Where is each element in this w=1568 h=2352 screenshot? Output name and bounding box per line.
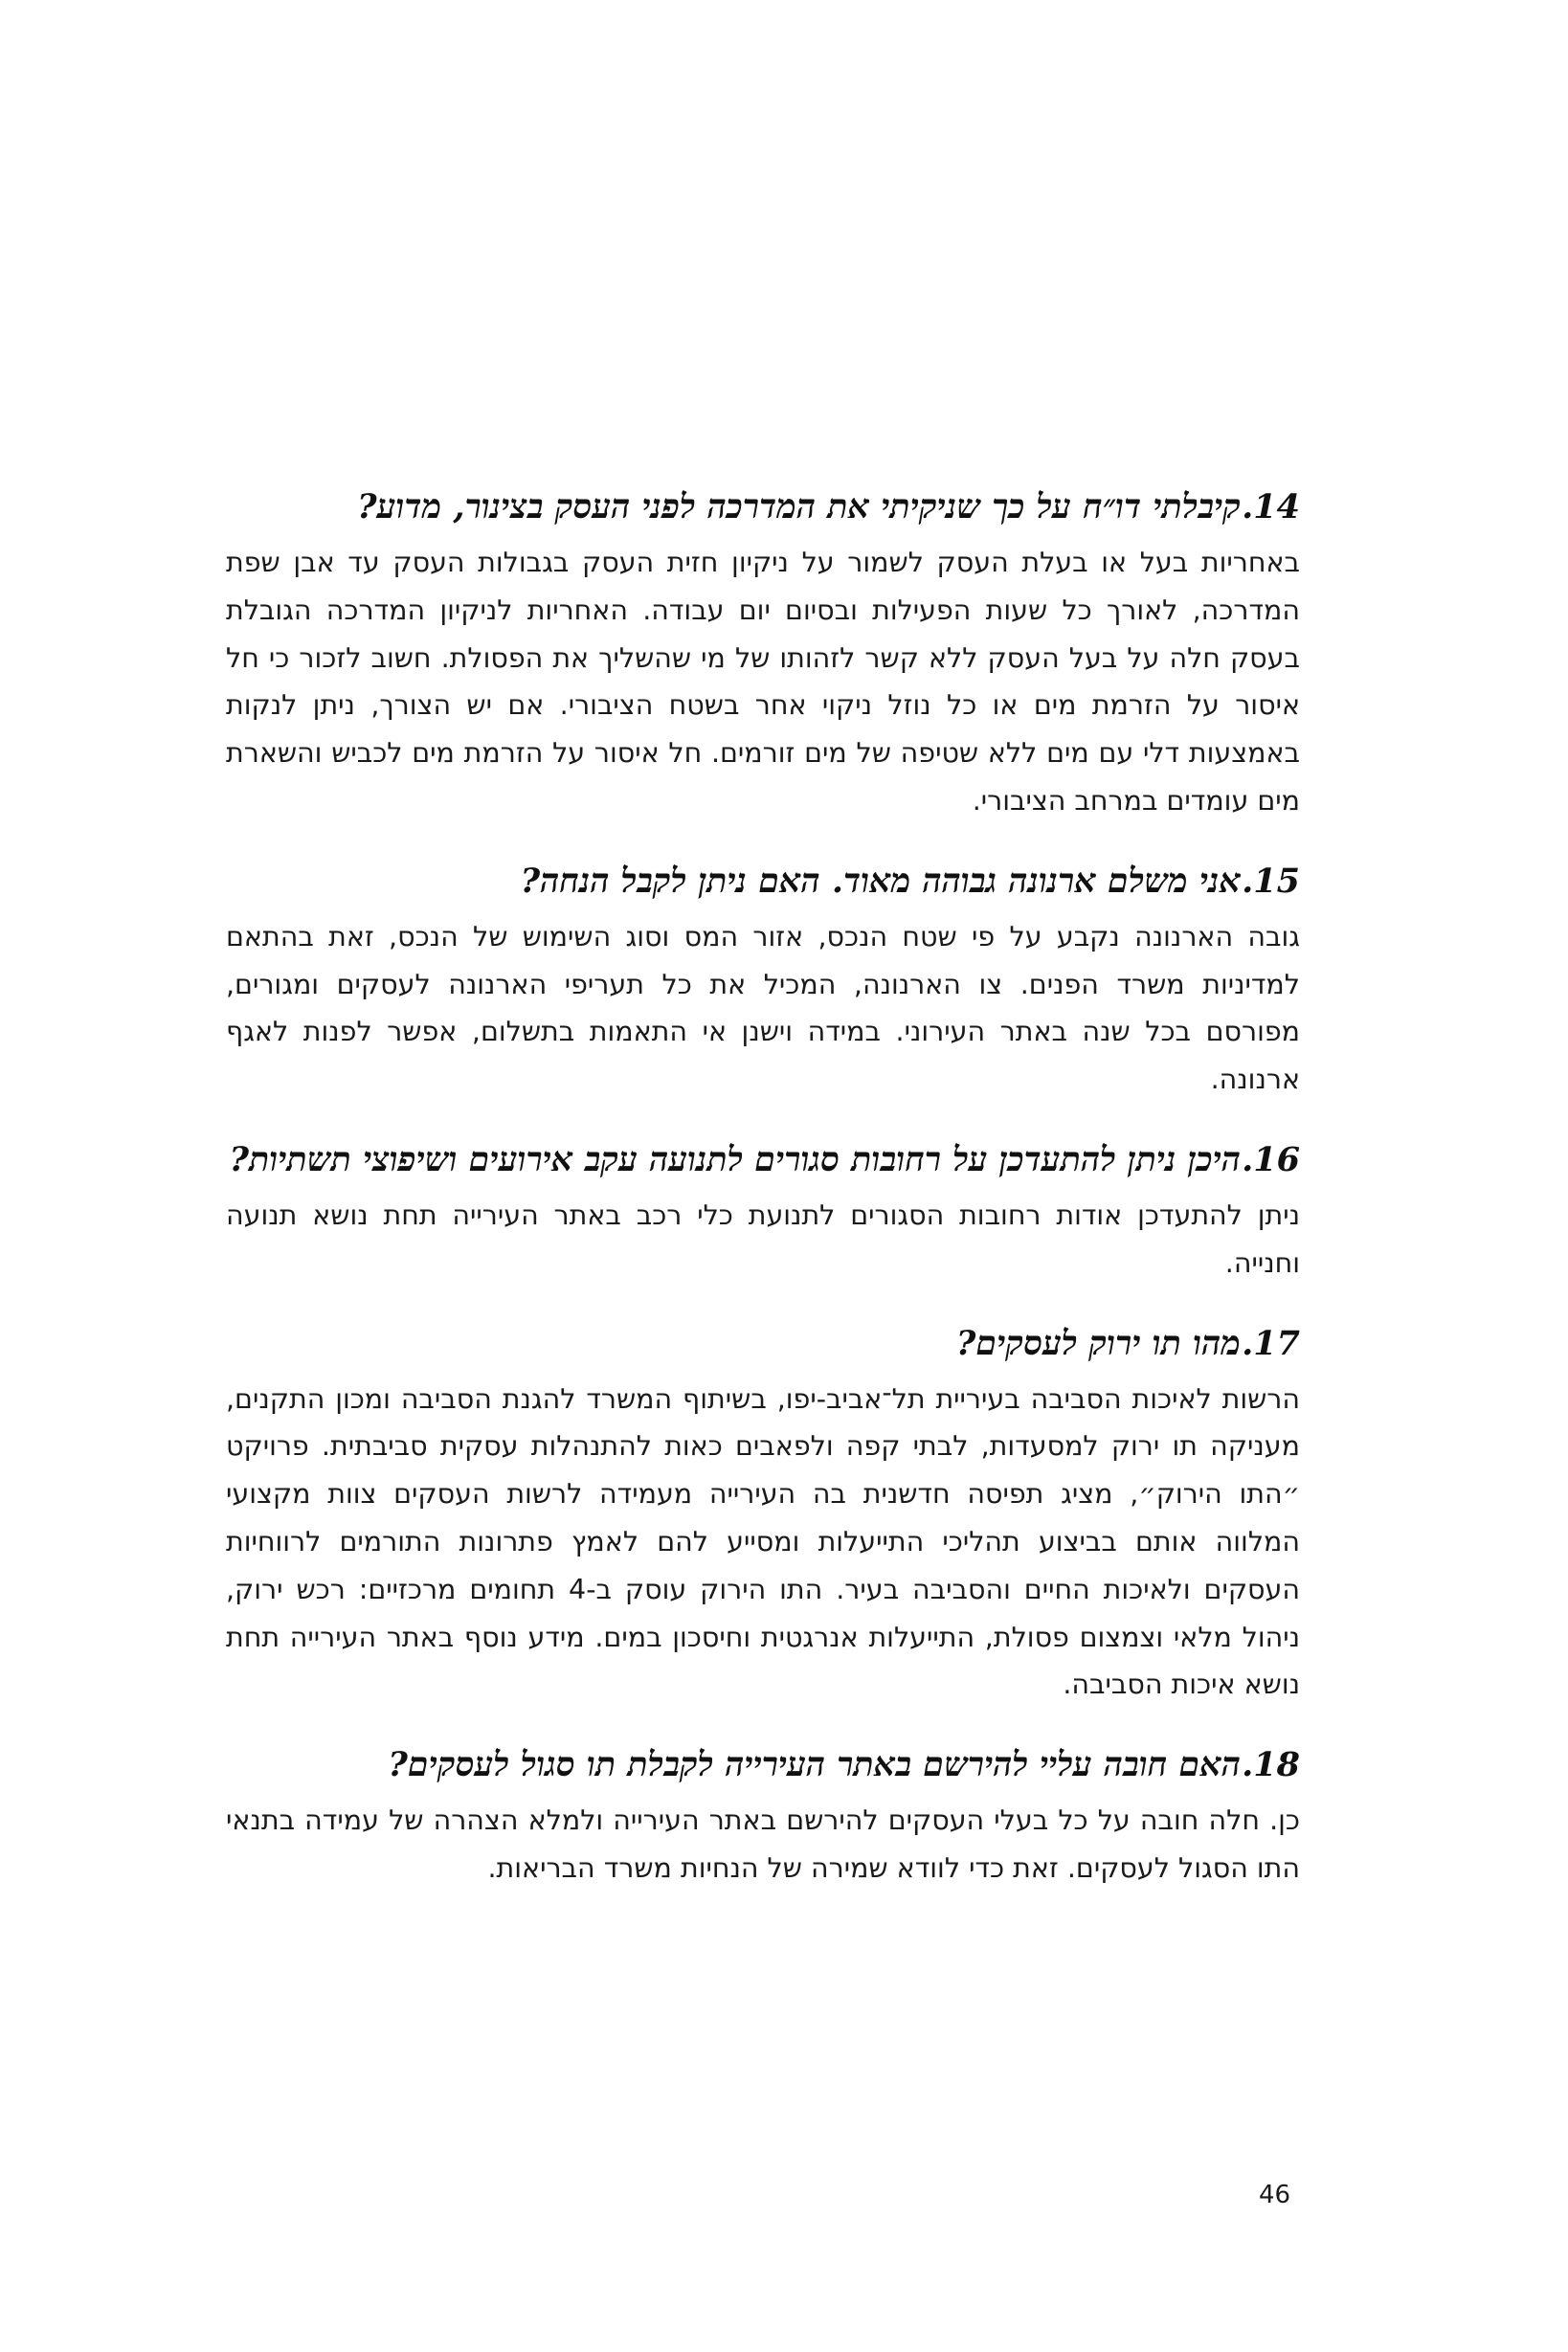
faq-answer: גובה הארנונה נקבע על פי שטח הנכס, אזור המס וסוג השימוש של הנכס, זאת בהתאם למדיניות משרד הפנים. צו הארנונה, המכיל את כל תעריפי הארנונה לעסקים ומגורים, מפורסם בכל שנה באתר העירוני. במידה וישנן אי התאמות בתשלום, אפשר לפנות לאגף ארנונה. [226,920,1300,1096]
faq-answer: הרשות לאיכות הסביבה בעיריית תל־אביב-יפו, בשיתוף המשרד להגנת הסביבה ומכון התקנים, מעניקה תו ירוק למסעדות, לבתי קפה ולפאבים כאות להתנהלות עסקית סביבתית. פרויקט ״התו הירוק״, מציג תפיסה חדשנית בה העירייה מעמידה לרשות העסקים צוות מקצועי המלווה אותם בביצוע תהליכי התייעלות ומסייע להם לאמץ פתרונות התורמים לרווחיות העסקים ולאיכות החיים והסביבה בעיר. התו הירוק עוסק ב-4 תחומים מרכזיים: רכש ירוק, ניהול מלאי וצמצום פסולת, התייעלות אנרגטית וחיסכון במים. מידע נוסף באתר העירייה תחת נושא איכות הסביבה. [226,1382,1300,1701]
faq-question [226,858,1300,906]
faq-question-text: אני משלם ארנונה גבוהה מאוד. האם ניתן לקבל הנחה? [520,861,1241,901]
faq-list [226,483,1300,1925]
faq-number: 17. [1242,1323,1300,1363]
faq-question-text: האם חובה עליי להירשם באתר העירייה לקבלת תו סגול לעסקים? [388,1745,1241,1785]
page-number: 46 [1259,2181,1291,2209]
faq-answer: באחריות בעל או בעלת העסק לשמור על ניקיון חזית העסק בגבולות העסק עד אבן שפת המדרכה, לאורך כל שעות הפעילות ובסיום יום עבודה. האחריות לניקיון המדרכה הגובלת בעסק חלה על בעל העסק ללא קשר לזהותו של מי שהשליך את הפסולת. חשוב לזכור כי חל איסור על הזרמת מים או כל נוזל ניקוי אחר בשטח הציבורי. אם יש הצורך, ניתן לנקות באמצעות דלי עם מים ללא שטיפה של מים זורמים. חל איסור על הזרמת מים לכביש והשארת מים עומדים במרחב הציבורי. [226,547,1300,817]
faq-number: 15. [1242,861,1300,901]
faq-question [226,1136,1300,1184]
faq-question [226,1320,1300,1368]
faq-question-text: קיבלתי דו״ח על כך שניקיתי את המדרכה לפני העסק בצינור, מדוע? [357,487,1241,526]
faq-item [226,858,1300,1104]
faq-question [226,483,1300,531]
faq-question-text: היכן ניתן להתעדכן על רחובות סגורים לתנועה עקב אירועים ושיפוצי תשתיות? [229,1139,1241,1179]
faq-item [226,1136,1300,1288]
faq-number: 16. [1242,1139,1300,1179]
faq-question [226,1741,1300,1789]
faq-number: 18. [1242,1745,1300,1785]
faq-answer: כן. חלה חובה על כל בעלי העסקים להירשם באתר העירייה ולמלא הצהרה של עמידה בתנאי התו הסגול לעסקים. זאת כדי לוודא שמירה של הנחיות משרד הבריאות. [226,1804,1300,1884]
faq-question-text: מהו תו ירוק לעסקים? [955,1323,1241,1363]
faq-item [226,1320,1300,1710]
faq-item [226,1741,1300,1893]
faq-number: 14. [1242,487,1300,526]
faq-answer: ניתן להתעדכן אודות רחובות הסגורים לתנועת כלי רכב באתר העירייה תחת נושא תנועה וחנייה. [226,1198,1300,1279]
faq-item [226,483,1300,825]
